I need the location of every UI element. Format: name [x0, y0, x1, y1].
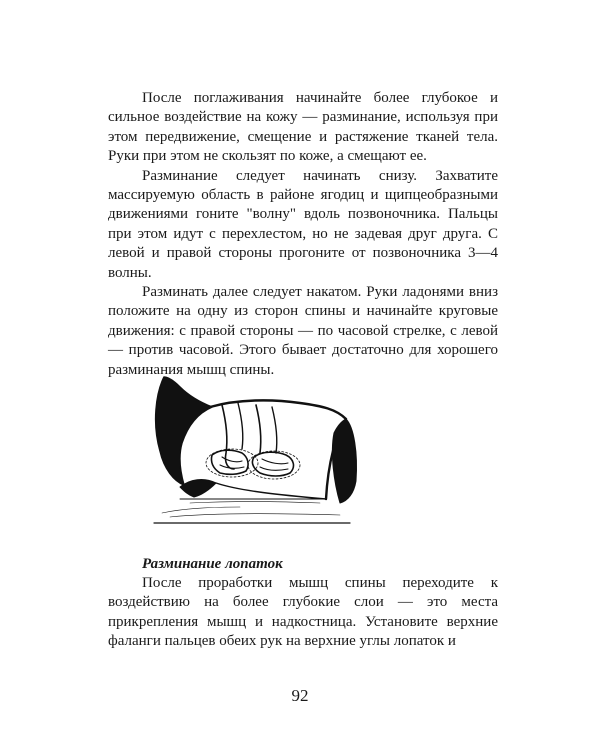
paragraph-shoulder-blades: После проработки мышц спины переходите к воздействию на более глубокие слои — это места прикрепления мышц и надкостница. Установите верхние фаланги пальцев обеих рук на верхние углы лопаток и	[108, 575, 498, 650]
paragraph-stroking: После поглаживания начинайте более глубокое и сильное воздействие на кожу — разминание, используя при этом передвижение, смещение и растяжение тканей тела. Руки при этом не скользят по коже, а смещают ее.	[108, 90, 498, 165]
motion-circle-right	[248, 451, 300, 479]
paragraph-kneading-rolling: Разминать далее следует накатом. Руки ладонями вниз положите на одну из сторон спины и начинайте круговые движения: с правой стороны — по часовой стрелке, с левой — против часовой. Этого бывает достаточно для хорошего разминания мышц спины.	[108, 284, 498, 378]
right-hand	[252, 452, 293, 476]
body-text-top	[108, 89, 498, 380]
section-heading: Разминание лопаток	[142, 556, 283, 572]
body-underside	[216, 483, 326, 499]
hair-shape	[156, 377, 212, 485]
left-hand	[211, 450, 248, 474]
masseur-left-arm	[222, 405, 234, 469]
masseur-right-arm	[256, 405, 261, 453]
motion-circle-left	[206, 449, 258, 477]
body-text-bottom	[108, 574, 498, 652]
lower-hair	[180, 480, 216, 497]
page-number: 92	[291, 686, 309, 705]
back-massage-illustration	[150, 373, 390, 533]
masseur-left-arm-inner	[238, 403, 243, 449]
paragraph-kneading-start: Разминание следует начинать снизу. Захватите массируемую область в районе ягодиц и щипцеобразными движениями гоните "волну" вдоль позвоночника. Пальцы при этом идут с перехлестом, но не задевая друг друга. С левой и правой стороны прогоните от позвоночника 3—4 волны.	[108, 167, 498, 281]
masseur-right-arm-inner	[272, 407, 277, 453]
arm-shadow	[332, 419, 356, 503]
